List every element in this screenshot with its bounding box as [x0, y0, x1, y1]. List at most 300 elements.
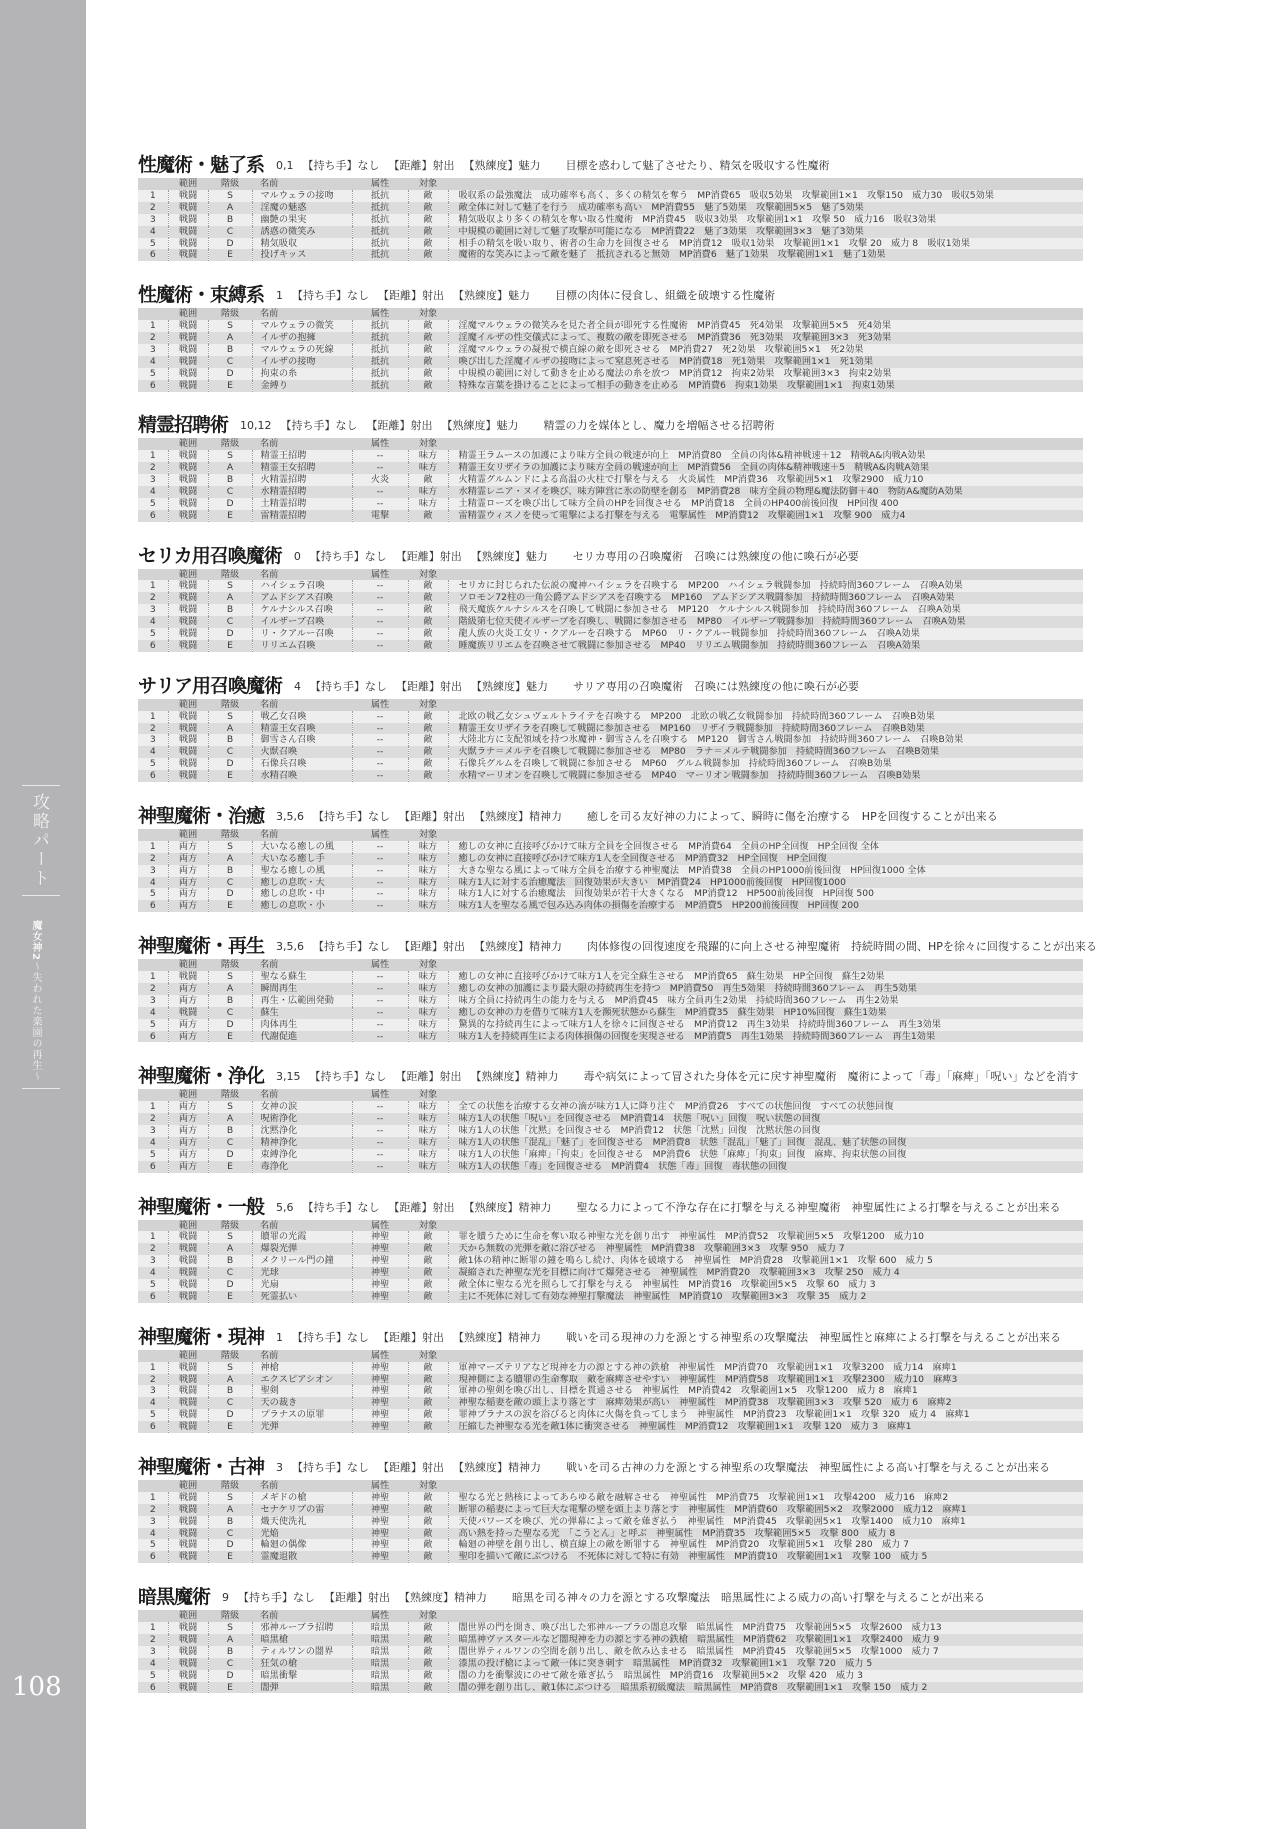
row-rank: E — [208, 1551, 252, 1563]
table-header-cell: 階級 — [208, 829, 252, 841]
table-row — [138, 462, 1083, 474]
table-row — [138, 1622, 1083, 1634]
row-scope: 戦闘 — [168, 592, 208, 604]
section-holder: 【持ち手】なし — [302, 1200, 380, 1214]
row-name: 代謝促進 — [252, 1031, 352, 1043]
row-rank: E — [208, 640, 252, 652]
row-rank: E — [208, 380, 252, 392]
row-attribute: 神聖 — [352, 1504, 408, 1516]
row-rank: D — [208, 628, 252, 640]
table-row — [138, 1385, 1083, 1397]
row-name: リリエム召喚 — [252, 640, 352, 652]
section-holder: 【持ち手】なし — [309, 549, 387, 563]
row-number: 5 — [138, 1670, 168, 1682]
row-name: 熾天使洗礼 — [252, 1516, 352, 1528]
row-scope: 戦闘 — [168, 1516, 208, 1528]
row-description: 階級第七位天使イルザーブを召喚し、戦闘に参加させる MP80 イルザーブ戦闘参加 持続時間360フレーム 召喚A効果 — [448, 616, 1083, 628]
table-header-cell — [138, 699, 168, 711]
row-scope: 戦闘 — [168, 604, 208, 616]
table-header-cell: 属性 — [352, 1480, 408, 1492]
row-number: 4 — [138, 746, 168, 758]
section-title: 精霊招聘術 — [138, 414, 229, 437]
row-name: 水精霊招聘 — [252, 486, 352, 498]
row-number: 5 — [138, 758, 168, 770]
row-number: 6 — [138, 380, 168, 392]
section-description: 目標を惑わして魅了させたり、精気を吸収する性魔術 — [565, 159, 830, 172]
table-row — [138, 995, 1083, 1007]
row-attribute: 抵抗 — [352, 368, 408, 380]
row-rank: E — [208, 1291, 252, 1303]
row-name: 淫魔の魅惑 — [252, 202, 352, 214]
row-target: 敵 — [408, 1279, 448, 1291]
table-row — [138, 474, 1083, 486]
row-attribute: 抵抗 — [352, 238, 408, 250]
table-row — [138, 368, 1083, 380]
row-scope: 両方 — [168, 1101, 208, 1113]
table-row — [138, 711, 1083, 723]
row-number: 5 — [138, 1279, 168, 1291]
row-number: 1 — [138, 1231, 168, 1243]
table-header-cell — [138, 1350, 168, 1362]
row-name: 神槍 — [252, 1362, 352, 1374]
row-description: 喚び出した淫魔イルザの接吻によって窒息死させる MP消費18 死1効果 攻撃範囲1×1 死1効果 — [448, 356, 1083, 368]
row-description: 精気吸収より多くの精気を奪い取る性魔術 MP消費45 吸収3効果 攻撃範囲1×1 攻撃 50 威力16 吸収3効果 — [448, 214, 1083, 226]
table-header-cell: 属性 — [352, 1220, 408, 1232]
row-attribute: 神聖 — [352, 1255, 408, 1267]
row-name: 精神浄化 — [252, 1137, 352, 1149]
row-description: 大陸北方に支配領域を持つ氷魔神・御雪さんを召喚する MP120 御雪さん戦闘参加 持続時間360フレーム 召喚B効果 — [448, 734, 1083, 746]
row-description: 淫魔マルウェラの微笑みを見た者全員が即死する性魔術 MP消費45 死4効果 攻撃範囲5×5 死4効果 — [448, 320, 1083, 332]
row-target: 敵 — [408, 238, 448, 250]
section-range: 【距離】射出 — [388, 159, 455, 172]
row-target: 味方 — [408, 841, 448, 853]
row-name: 闇弾 — [252, 1682, 352, 1694]
row-rank: D — [208, 888, 252, 900]
row-attribute: -- — [352, 1007, 408, 1019]
row-target: 敵 — [408, 214, 448, 226]
row-number: 5 — [138, 368, 168, 380]
row-name: 天の裁き — [252, 1397, 352, 1409]
table-header-cell: 属性 — [352, 959, 408, 971]
row-name: 霊魔退散 — [252, 1551, 352, 1563]
table-header-cell: 階級 — [208, 1350, 252, 1362]
row-attribute: -- — [352, 723, 408, 735]
row-target: 敵 — [408, 1634, 448, 1646]
row-attribute: -- — [352, 640, 408, 652]
table-row — [138, 758, 1083, 770]
spell-table — [138, 1610, 1083, 1693]
row-rank: A — [208, 983, 252, 995]
section-code: 3,5,6 — [276, 809, 305, 823]
row-description: 神聖な稲妻を敵の頭上より落とす 麻痺効果が高い 神聖属性 MP消費38 攻撃範囲3×3 攻撃 520 威力 6 麻痺2 — [448, 1397, 1083, 1409]
table-header-cell: 属性 — [352, 438, 408, 450]
row-rank: B — [208, 214, 252, 226]
row-rank: C — [208, 1658, 252, 1670]
row-number: 4 — [138, 1007, 168, 1019]
row-description: 火精霊グルムンドによる高温の火柱で打撃を与える 火炎属性 MP消費36 攻撃範囲5×1 攻撃2900 威力10 — [448, 474, 1083, 486]
section-description: サリア専用の召喚魔術 召喚には熟練度の他に喚石が必要 — [573, 679, 860, 693]
spell-table — [138, 308, 1083, 391]
table-header-cell: 範囲 — [168, 178, 208, 190]
spell-table — [138, 569, 1083, 652]
row-scope: 戦闘 — [168, 628, 208, 640]
row-name: 瞬間再生 — [252, 983, 352, 995]
section-code: 3 — [276, 1460, 284, 1474]
table-row — [138, 746, 1083, 758]
section-header — [138, 931, 1238, 957]
row-rank: B — [208, 604, 252, 616]
row-number: 5 — [138, 1019, 168, 1031]
section-header — [138, 410, 1238, 436]
section-range: 【距離】射出 — [396, 679, 463, 693]
row-scope: 戦闘 — [168, 1409, 208, 1421]
row-scope: 戦闘 — [168, 1634, 208, 1646]
table-header-cell: 階級 — [208, 178, 252, 190]
spell-table — [138, 178, 1083, 261]
row-target: 味方 — [408, 983, 448, 995]
row-description: 雷精霊ウィスノを使って電撃による打撃を与える 電撃属性 MP消費12 攻撃範囲1×1 攻撃 900 威力4 — [448, 510, 1083, 522]
row-attribute: -- — [352, 628, 408, 640]
table-row — [138, 1504, 1083, 1516]
row-target: 敵 — [408, 734, 448, 746]
row-target: 敵 — [408, 1291, 448, 1303]
row-scope: 戦闘 — [168, 510, 208, 522]
row-description: 癒しの女神に直接呼びかけて味方1人を完全蘇生させる MP消費65 蘇生効果 HP全回復 蘇生2効果 — [448, 971, 1083, 983]
row-number: 4 — [138, 1397, 168, 1409]
table-header-cell: 範囲 — [168, 1089, 208, 1101]
section-description: 聖なる力によって不浄な存在に打撃を与える神聖魔術 神聖属性による打撃を与えることが出来る — [576, 1200, 1061, 1214]
row-scope: 戦闘 — [168, 1539, 208, 1551]
row-rank: S — [208, 711, 252, 723]
row-target: 敵 — [408, 380, 448, 392]
row-target: 味方 — [408, 1161, 448, 1173]
row-name: 肉体再生 — [252, 1019, 352, 1031]
row-number: 2 — [138, 1634, 168, 1646]
row-rank: C — [208, 1397, 252, 1409]
row-description: 味方1人に対する治癒魔法 回復効果が大きい MP消費24 HP1000前後回復 HP回復1000 — [448, 877, 1083, 889]
section-skill: 【熟練度】精神力 — [470, 1070, 559, 1084]
table-header-cell: 名前 — [252, 1089, 352, 1101]
row-number: 1 — [138, 450, 168, 462]
row-number: 4 — [138, 1658, 168, 1670]
table-row — [138, 1634, 1083, 1646]
section-description: セリカ専用の召喚魔術 召喚には熟練度の他に喚石が必要 — [572, 549, 859, 563]
table-header-cell: 対象 — [408, 959, 448, 971]
row-description: 味方1人に対する治癒魔法 回復効果が若干大きくなる MP消費12 HP500前後回復 HP回復 500 — [448, 888, 1083, 900]
row-target: 味方 — [408, 1031, 448, 1043]
row-target: 敵 — [408, 474, 448, 486]
section-description: 精霊の力を媒体とし、魔力を増幅させる招聘術 — [543, 419, 775, 433]
section-title: 性魔術・束縛系 — [138, 284, 265, 307]
section-meta — [222, 1590, 994, 1606]
section-skill: 【熟練度】魅力 — [463, 159, 541, 172]
row-name: 暗黒衝撃 — [252, 1670, 352, 1682]
row-target: 敵 — [408, 1504, 448, 1516]
row-scope: 戦闘 — [168, 320, 208, 332]
row-attribute: 暗黒 — [352, 1622, 408, 1634]
row-rank: B — [208, 1255, 252, 1267]
table-header-cell: 属性 — [352, 1089, 408, 1101]
row-rank: C — [208, 1267, 252, 1279]
row-attribute: -- — [352, 1137, 408, 1149]
row-name: 死霊払い — [252, 1291, 352, 1303]
row-target: 敵 — [408, 332, 448, 344]
table-header-cell: 属性 — [352, 1610, 408, 1622]
row-attribute: -- — [352, 711, 408, 723]
row-attribute: 抵抗 — [352, 344, 408, 356]
table-row — [138, 190, 1083, 202]
row-target: 味方 — [408, 1019, 448, 1031]
row-number: 2 — [138, 462, 168, 474]
table-row — [138, 1682, 1083, 1694]
row-description: 味方1人を持続再生による肉体損傷の回復を実現させる MP消費5 再生1効果 持続時間360フレーム 再生1効果 — [448, 1031, 1083, 1043]
row-attribute: 神聖 — [352, 1374, 408, 1386]
row-rank: S — [208, 190, 252, 202]
table-header-row — [138, 1220, 1083, 1232]
row-name: アムドシアス召喚 — [252, 592, 352, 604]
section-range: 【距離】射出 — [366, 419, 433, 433]
row-attribute: -- — [352, 746, 408, 758]
row-number: 3 — [138, 1385, 168, 1397]
table-header-cell: 階級 — [208, 959, 252, 971]
row-target: 敵 — [408, 1622, 448, 1634]
row-scope: 戦闘 — [168, 1279, 208, 1291]
row-number: 4 — [138, 1137, 168, 1149]
row-scope: 戦闘 — [168, 332, 208, 344]
table-row — [138, 344, 1083, 356]
sidebar-subtitle-text: 〜失われた楽園の再生〜 — [30, 960, 41, 1082]
table-row — [138, 1409, 1083, 1421]
table-header-cell: 範囲 — [168, 1480, 208, 1492]
row-description: 中規模の範囲に対して動きを止める魔法の糸を放つ MP消費12 拘束2効果 攻撃範囲3×3 拘束2効果 — [448, 368, 1083, 380]
row-target: 味方 — [408, 853, 448, 865]
table-row — [138, 853, 1083, 865]
table-header-cell: 対象 — [408, 569, 448, 581]
section-holder: 【持ち手】なし — [310, 679, 388, 693]
table-row — [138, 1007, 1083, 1019]
row-attribute: 抵抗 — [352, 202, 408, 214]
row-description: 火獣ラナ＝メルテを召喚して戦闘に参加させる MP80 ラナ＝メルテ戦闘参加 持続時間360フレーム 召喚B効果 — [448, 746, 1083, 758]
row-name: 再生・広範囲発動 — [252, 995, 352, 1007]
table-row — [138, 486, 1083, 498]
row-scope: 両方 — [168, 877, 208, 889]
row-description: 軍神の聖剣を喚び出し、目標を貫通させる 神聖属性 MP消費42 攻撃範囲1×5 攻撃1200 威力 8 麻痺1 — [448, 1385, 1083, 1397]
section-holder: 【持ち手】なし — [292, 1460, 370, 1474]
row-number: 1 — [138, 320, 168, 332]
row-target: 敵 — [408, 1516, 448, 1528]
row-rank: D — [208, 368, 252, 380]
row-scope: 戦闘 — [168, 1528, 208, 1540]
row-name: 暗黒槍 — [252, 1634, 352, 1646]
table-row — [138, 1397, 1083, 1409]
row-rank: C — [208, 356, 252, 368]
table-header-cell — [138, 1089, 168, 1101]
table-row — [138, 877, 1083, 889]
section-code: 9 — [222, 1591, 230, 1605]
row-number: 5 — [138, 238, 168, 250]
row-target: 敵 — [408, 1267, 448, 1279]
row-attribute: 神聖 — [352, 1291, 408, 1303]
row-attribute: -- — [352, 865, 408, 877]
row-description: 聖印を描いて敵にぶつける 不死体に対して特に有効 神聖属性 MP消費10 攻撃範囲1×1 攻撃 100 威力 5 — [448, 1551, 1083, 1563]
row-number: 2 — [138, 853, 168, 865]
row-description: 水精霊レニア・ヌイを喚び、味方陣営に氷の防壁を創る MP消費28 味方全員の物理&魔法防御＋40 物防A&魔防A効果 — [448, 486, 1083, 498]
row-name: 贖罪の光霞 — [252, 1231, 352, 1243]
row-scope: 戦闘 — [168, 1670, 208, 1682]
table-row — [138, 1374, 1083, 1386]
row-rank: E — [208, 1161, 252, 1173]
row-description: 精霊王ラムースの加護により味方全員の戦速が向上 MP消費80 全員の肉体&精神戦速＋12 精戦A&肉戦A効果 — [448, 450, 1083, 462]
row-target: 敵 — [408, 711, 448, 723]
row-rank: D — [208, 498, 252, 510]
row-attribute: -- — [352, 616, 408, 628]
row-number: 5 — [138, 1539, 168, 1551]
row-description: 罪神プラナスの涙を浴びると肉体に火傷を負ってしまう 神聖属性 MP消費23 攻撃範囲1×1 攻撃 320 威力 4 麻痺1 — [448, 1409, 1083, 1421]
row-attribute: -- — [352, 995, 408, 1007]
table-header-cell — [448, 699, 1083, 711]
row-number: 1 — [138, 971, 168, 983]
table-header-row — [138, 829, 1083, 841]
table-header-cell — [138, 569, 168, 581]
row-target: 敵 — [408, 1492, 448, 1504]
row-attribute: 暗黒 — [352, 1634, 408, 1646]
row-target: 敵 — [408, 1362, 448, 1374]
section-holder: 【持ち手】なし — [302, 159, 380, 172]
row-rank: A — [208, 462, 252, 474]
table-row — [138, 723, 1083, 735]
row-number: 3 — [138, 474, 168, 486]
row-description: 暗黒神ヴァスタールなど闇現神を力の源とする神の鉄槍 暗黒属性 MP消費62 攻撃範囲1×1 攻撃2400 威力 9 — [448, 1634, 1083, 1646]
row-name: セナケリブの雷 — [252, 1504, 352, 1516]
section-header — [138, 150, 1238, 176]
row-scope: 戦闘 — [168, 711, 208, 723]
row-attribute: -- — [352, 841, 408, 853]
row-number: 4 — [138, 486, 168, 498]
row-rank: B — [208, 1646, 252, 1658]
spell-section — [138, 280, 1238, 410]
table-header-cell — [138, 178, 168, 190]
row-name: 狂気の槍 — [252, 1658, 352, 1670]
row-description: 味方1人の状態「麻痺」「拘束」を回復させる MP消費6 状態「麻痺」「拘束」回復 麻痺、拘束状態の回復 — [448, 1149, 1083, 1161]
section-meta — [276, 1200, 1070, 1216]
row-number: 6 — [138, 1291, 168, 1303]
section-header — [138, 280, 1238, 306]
row-attribute: 神聖 — [352, 1516, 408, 1528]
section-description: 毒や病気によって冒された身体を元に戻す神聖魔術 魔術によって「毒」「麻痺」「呪い」などを消す — [583, 1070, 1079, 1084]
row-name: 聖剣 — [252, 1385, 352, 1397]
table-header-cell: 階級 — [208, 1089, 252, 1101]
row-scope: 戦闘 — [168, 758, 208, 770]
row-scope: 戦闘 — [168, 1291, 208, 1303]
row-scope: 戦闘 — [168, 616, 208, 628]
row-rank: S — [208, 450, 252, 462]
table-header-cell: 名前 — [252, 1220, 352, 1232]
table-header-cell: 対象 — [408, 1220, 448, 1232]
row-attribute: -- — [352, 604, 408, 616]
row-scope: 両方 — [168, 865, 208, 877]
row-rank: D — [208, 1149, 252, 1161]
row-name: マルウェラの接吻 — [252, 190, 352, 202]
row-scope: 戦闘 — [168, 214, 208, 226]
row-scope: 戦闘 — [168, 1504, 208, 1516]
row-attribute: 神聖 — [352, 1397, 408, 1409]
row-name: 拘束の糸 — [252, 368, 352, 380]
row-target: 敵 — [408, 368, 448, 380]
row-rank: S — [208, 971, 252, 983]
row-number: 5 — [138, 628, 168, 640]
section-meta — [276, 939, 1106, 955]
row-rank: A — [208, 1504, 252, 1516]
row-scope: 戦闘 — [168, 368, 208, 380]
row-attribute: 神聖 — [352, 1492, 408, 1504]
section-description: 癒しを司る友好神の力によって、瞬時に傷を治療する HPを回復することが出来る — [587, 809, 998, 823]
row-rank: D — [208, 1019, 252, 1031]
table-header-cell: 属性 — [352, 1350, 408, 1362]
row-name: 幽艶の果実 — [252, 214, 352, 226]
row-attribute: -- — [352, 1019, 408, 1031]
table-row — [138, 202, 1083, 214]
section-header — [138, 1452, 1238, 1478]
section-range: 【距離】射出 — [395, 1070, 462, 1084]
row-number: 3 — [138, 604, 168, 616]
section-holder: 【持ち手】なし — [313, 809, 391, 823]
row-description: 天から無数の光弾を敵に浴びせる 神聖属性 MP消費38 攻撃範囲3×3 攻撃 950 威力 7 — [448, 1243, 1083, 1255]
row-rank: C — [208, 1528, 252, 1540]
row-description: 味方1人の状態「毒」を回復させる MP消費4 状態「毒」回復 毒状態の回復 — [448, 1161, 1083, 1173]
section-meta — [276, 1330, 1070, 1346]
row-name: ティルワンの闇界 — [252, 1646, 352, 1658]
section-skill: 【熟練度】精神力 — [453, 1460, 542, 1474]
section-range: 【距離】射出 — [388, 1200, 455, 1214]
table-row — [138, 1658, 1083, 1670]
row-attribute: 抵抗 — [352, 332, 408, 344]
row-attribute: -- — [352, 877, 408, 889]
row-attribute: 神聖 — [352, 1362, 408, 1374]
table-header-cell — [448, 308, 1083, 320]
row-attribute: -- — [352, 983, 408, 995]
section-header — [138, 1061, 1238, 1087]
table-row — [138, 971, 1083, 983]
table-header-cell: 名前 — [252, 699, 352, 711]
row-attribute: -- — [352, 1125, 408, 1137]
row-scope: 両方 — [168, 1113, 208, 1125]
row-description: 癒しの女神の加護により最大限の持続再生を持つ MP消費50 再生5効果 持続時間360フレーム 再生5効果 — [448, 983, 1083, 995]
row-rank: C — [208, 746, 252, 758]
row-rank: S — [208, 1492, 252, 1504]
row-attribute: 神聖 — [352, 1539, 408, 1551]
row-name: 戦乙女召喚 — [252, 711, 352, 723]
row-scope: 戦闘 — [168, 486, 208, 498]
table-header-cell: 範囲 — [168, 1350, 208, 1362]
table-row — [138, 841, 1083, 853]
table-row — [138, 580, 1083, 592]
row-name: 聖なる蘇生 — [252, 971, 352, 983]
row-name: イルザの抱擁 — [252, 332, 352, 344]
table-header-cell — [448, 1220, 1083, 1232]
row-name: 石像兵召喚 — [252, 758, 352, 770]
section-range: 【距離】射出 — [324, 1591, 391, 1605]
row-target: 敵 — [408, 1255, 448, 1267]
row-name: 邪神ルーブラ招聘 — [252, 1622, 352, 1634]
table-header-cell: 名前 — [252, 1350, 352, 1362]
row-rank: A — [208, 723, 252, 735]
table-row — [138, 1528, 1083, 1540]
row-scope: 戦闘 — [168, 971, 208, 983]
row-scope: 戦闘 — [168, 1646, 208, 1658]
row-attribute: 暗黒 — [352, 1670, 408, 1682]
table-header-cell — [138, 1220, 168, 1232]
row-rank: C — [208, 226, 252, 238]
